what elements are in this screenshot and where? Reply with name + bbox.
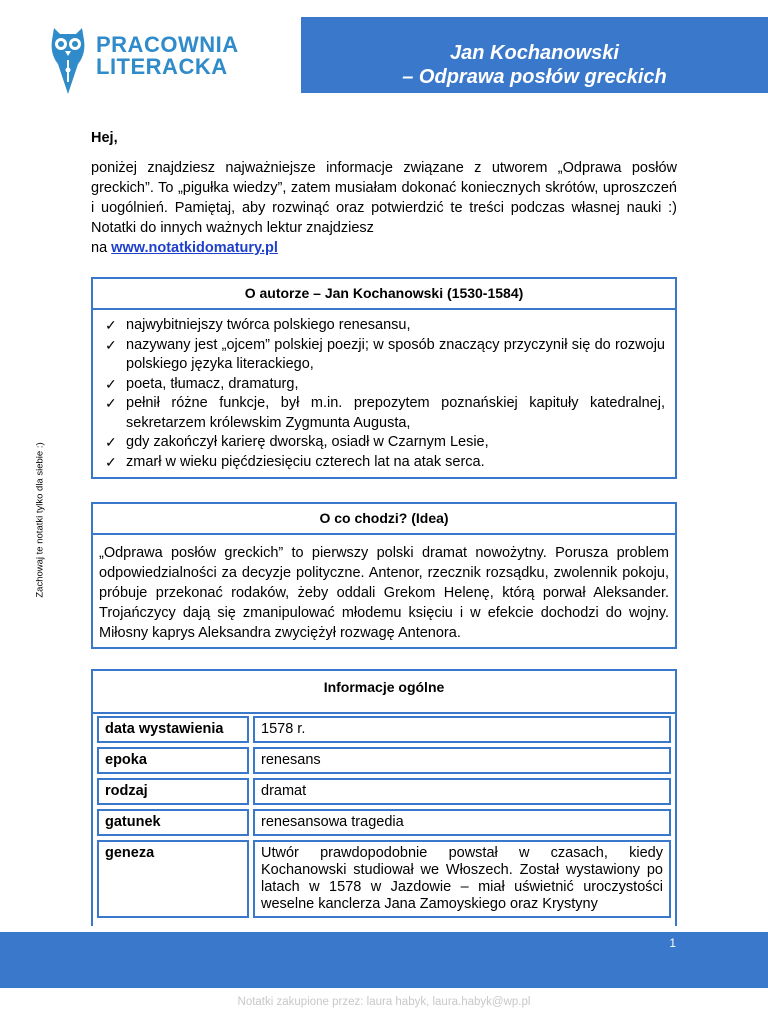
info-key: rodzaj bbox=[97, 778, 249, 805]
author-fact-item bbox=[103, 336, 665, 375]
info-key: gatunek bbox=[97, 809, 249, 836]
link-prefix: na bbox=[91, 240, 108, 256]
info-value bbox=[253, 809, 671, 836]
info-value bbox=[253, 840, 671, 918]
footer-band bbox=[0, 932, 768, 988]
info-value-text: renesans bbox=[261, 752, 321, 768]
checkmark-icon: ✓ bbox=[105, 453, 117, 470]
page-number: 1 bbox=[669, 936, 676, 950]
side-note-text: Zachowaj te notatki tylko dla siebie :) bbox=[34, 442, 46, 598]
author-fact-item bbox=[103, 433, 665, 453]
greeting: Hej, bbox=[91, 130, 118, 146]
info-row bbox=[97, 747, 671, 774]
info-key: geneza bbox=[97, 840, 249, 918]
author-fact-item bbox=[103, 375, 665, 395]
info-table bbox=[93, 712, 675, 922]
author-fact-text: nazywany jest „ojcem” polskiej poezji; w sposób znaczący przyczynił się do rozwoju polskiego języka literackiego, bbox=[126, 336, 665, 372]
side-note bbox=[29, 425, 51, 615]
author-fact-item bbox=[103, 316, 665, 336]
checkmark-icon: ✓ bbox=[105, 317, 117, 333]
intro-section bbox=[91, 128, 677, 258]
author-fact-item bbox=[103, 453, 665, 473]
brand-name-line1: PRACOWNIA bbox=[96, 32, 239, 57]
info-row bbox=[97, 809, 671, 836]
info-value-text: renesansowa tragedia bbox=[261, 814, 404, 830]
author-fact-text: najwybitniejszy twórca polskiego renesansu, bbox=[126, 317, 411, 333]
purchase-note: Notatki zakupione przez: laura habyk, laura.habyk@wp.pl bbox=[237, 996, 531, 1008]
info-row bbox=[97, 778, 671, 805]
author-fact-text: poeta, tłumacz, dramaturg, bbox=[126, 375, 299, 392]
info-key: epoka bbox=[97, 747, 249, 774]
brand-name-line2: LITERACKA bbox=[96, 54, 228, 79]
website-link[interactable]: www.notatkidomatury.pl bbox=[111, 240, 278, 256]
author-fact-item bbox=[103, 394, 665, 433]
author-box-body bbox=[93, 310, 675, 476]
info-value-text: Utwór prawdopodobnie powstał w czasach, kiedy Kochanowski studiował we Włoszech. Został wystawiony po latach w 1578 w Jazdowie – miał uświetnić uroczystości weselne kanclerza Jana Zamoyskiego oraz Krystyny bbox=[261, 845, 663, 912]
checkmark-icon: ✓ bbox=[105, 395, 117, 411]
intro-link-line bbox=[91, 238, 677, 258]
owl-pen-icon bbox=[48, 24, 88, 96]
title-work: – Odprawa posłów greckich bbox=[402, 66, 667, 88]
info-box-title: Informacje ogólne bbox=[93, 671, 675, 714]
info-row bbox=[97, 840, 671, 918]
intro-text: poniżej znajdziesz najważniejsze informacje związane z utworem „Odprawa posłów greckich”. To „pigułka wiedzy”, zatem musiałam dokonać koniecznych skrótów, uproszczeń i uogólnień. Pamiętaj, aby rozwinąć oraz potwierdzić te treści podczas własnej nauki :) Notatki do innych ważnych lektur znajdziesz bbox=[91, 160, 677, 236]
info-value bbox=[253, 778, 671, 805]
idea-box-text: „Odprawa posłów greckich” to pierwszy polski dramat nowożytny. Porusza problem odpowiedzialności za decyzje polityczne. Antenor, rzecznik rozsądku, zwolennik pokoju, próbuje przekonać rodaków, żeby oddali Grekom Helenę, którą porwał Aleksander. Trojańczycy dają się zmanipulować młodemu księciu i w efekcie dochodzi do wojny. Miłosny kaprys Aleksandra zwyciężył rozwagę Antenora. bbox=[99, 545, 669, 641]
info-value bbox=[253, 716, 671, 743]
author-fact-text: gdy zakończył karierę dworską, osiadł w Czarnym Lesie, bbox=[126, 434, 489, 450]
brand-name bbox=[96, 34, 239, 78]
info-key: data wystawienia bbox=[97, 716, 249, 743]
intro-paragraph bbox=[91, 158, 677, 238]
author-fact-text: zmarł w wieku pięćdziesięciu czterech lat na atak serca. bbox=[126, 453, 485, 470]
idea-box-title: O co chodzi? (Idea) bbox=[93, 504, 675, 535]
author-box-title: O autorze – Jan Kochanowski (1530-1584) bbox=[93, 279, 675, 310]
info-value-text: dramat bbox=[261, 783, 307, 799]
author-fact-text: pełnił różne funkcje, był m.in. prepozytem poznańskiej kapituły katedralnej, sekretarzem królewskim Zygmunta Augusta, bbox=[126, 395, 665, 431]
checkmark-icon: ✓ bbox=[105, 375, 117, 392]
author-facts-list bbox=[103, 316, 665, 472]
checkmark-icon: ✓ bbox=[105, 336, 117, 353]
title-banner bbox=[301, 17, 768, 93]
info-row bbox=[97, 716, 671, 743]
checkmark-icon: ✓ bbox=[105, 434, 117, 450]
title-author: Jan Kochanowski bbox=[450, 42, 619, 64]
info-value-text: 1578 r. bbox=[261, 721, 306, 737]
info-box bbox=[91, 669, 677, 926]
info-value bbox=[253, 747, 671, 774]
author-box bbox=[91, 277, 677, 479]
idea-box bbox=[91, 502, 677, 649]
